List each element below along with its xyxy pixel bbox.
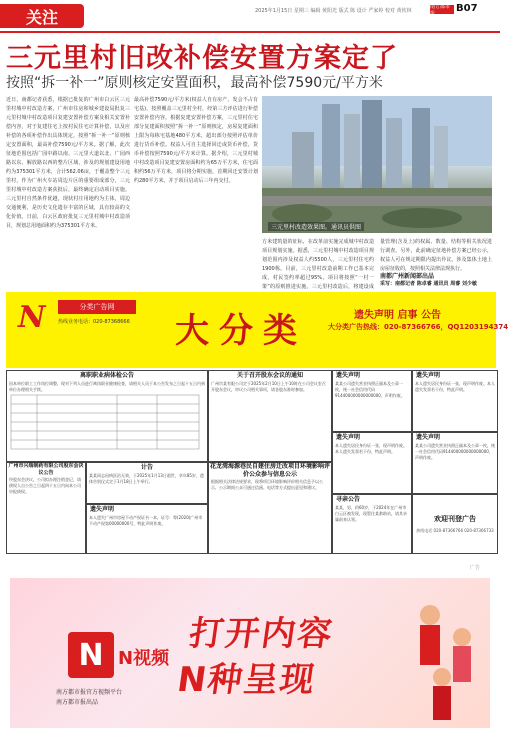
notice-title: 遗失声明 bbox=[336, 434, 361, 441]
page-number: B07 bbox=[456, 3, 478, 14]
headline: 三元里村旧改补偿安置方案定了 bbox=[6, 43, 398, 73]
notice-text: 广州市某有限公司定于2025年2月10日上午10时在公司会议室召开股东会议，审议公司相关事项，请各股东准时参加。 bbox=[211, 381, 326, 392]
ad-headline-1: 打开内容 bbox=[186, 614, 337, 654]
notice-box-lost-5 bbox=[412, 432, 498, 494]
photo-caption: 三元里村改造效果图。通讯员供图 bbox=[268, 222, 364, 231]
notice-box-seek-family bbox=[332, 494, 412, 554]
classifieds-right-phone: 大分类广告热线：020-87366766，QQ1203194374 bbox=[328, 323, 508, 331]
nvideo-logo-icon: N bbox=[68, 632, 114, 678]
notice-title: 离职职业病体检公告 bbox=[79, 372, 134, 379]
welcome-text: 欢迎刊登广告 bbox=[434, 515, 476, 523]
classifieds-right-title: 遗失声明 启事 公告 bbox=[354, 310, 441, 321]
people-illustration bbox=[400, 585, 490, 725]
notice-text: 本人遗失居民身份证一张，现声明作废。本人遗失发票若干份，特此声明。 bbox=[335, 443, 407, 454]
notice-box-pharma bbox=[6, 462, 86, 554]
notice-box-lost-2 bbox=[332, 370, 412, 432]
classifieds-title: 大分类 bbox=[175, 311, 307, 351]
article-column-2: 最高补偿7590元/平方米(权益人自有房产，发会不占有宅基)，按照覆盖三元里村全村，经第三方评估进行补偿安置补偿内容。根据复建安置补偿方案，三元里村住宅部分复建面积按照“拆一补一”原则核定，房屋复建面积上限为每栋宅基地480平方米，超出部分按照评估单价进行货币补偿。权益人可自主选择回迁或货币补偿，货币补偿按照7590元/平方米计算。据介绍，三元里村城中村改造项目复建安置房面积约为65万平方米，住宅面积约56万平方米，项目将分期实施，首期回迁安置计划约280平方米，并于项目启动后三年内交付。 bbox=[134, 97, 258, 184]
byline-reporters: 采写：南都记者 陈卓睿 通讯员 周睿 刘少敏 bbox=[380, 281, 477, 287]
notice-title: 遗失声明 bbox=[416, 372, 441, 379]
notice-title: 花龙湾海源巷民自建住房迁改项目环境影响评价公众参与信息公示 bbox=[209, 463, 330, 478]
classifieds-hotline: 热线业务电话：020-87368666 bbox=[58, 319, 130, 325]
notice-text: 某某，男，约60岁，于2024年在广州市白云区被发现，现暂住某救助站，请其亲属前来认领。 bbox=[335, 505, 407, 522]
notice-box-shareholders bbox=[208, 370, 332, 462]
article-column-4: 量管理(含及上)的权属、数量、结构等相关状况进行调查。另外，此前确定征地补偿方案已经公示，权益人可在规定期限内提出异议。涉及集体土地上房屋征收的，按照相关法律法规执行。 bbox=[380, 239, 492, 272]
notice-text: 某某公司遗失营业执照正副本及公章一枚，统一社会信用代码914400000000000000，声明作废。 bbox=[415, 443, 495, 460]
notice-text: 某某公司遗失营业执照正副本及公章一枚，统一社会信用代码914400000000000000，声明作废。 bbox=[335, 381, 405, 398]
subheadline: 按照“拆一补一”原则核定安置面积，最高补偿7590元/平方米 bbox=[6, 75, 383, 91]
notice-box-environment bbox=[208, 462, 332, 554]
ad-note-2: 南方都市报出品 bbox=[56, 699, 99, 706]
notice-title: 广州市兴瑞制药有限公司股东会决议公告 bbox=[8, 463, 84, 476]
ad-label: 广告 bbox=[470, 565, 481, 571]
notice-text: 经股东会决议，公司拟办理注销登记，请债权人自公告之日起四十五日内向本公司申报债权。 bbox=[9, 477, 81, 494]
page-meta: 2025年1月15日 星期三 编辑 黄阳光 版式 陈 设计 严家婷 校对 黄钦林 bbox=[255, 8, 412, 14]
notice-title: 遗失声明 bbox=[90, 506, 115, 513]
building-rendering-image bbox=[262, 96, 492, 233]
notice-text: 因本单位职工工作岗位调整，现对下列人员进行离岗职业健康检查，请相关人员于本公告发布之日起十五日内到单位办理相关手续。 bbox=[9, 381, 205, 392]
notice-text: 本人遗失居民身份证一张，现声明作废。本人遗失发票若干份，特此声明。 bbox=[415, 381, 495, 392]
ad-note-1: 南方都市报官方视频平台 bbox=[56, 689, 123, 696]
notice-box-lost-4 bbox=[332, 432, 412, 494]
notice-title: 寻亲公告 bbox=[336, 496, 361, 503]
notice-box-obituary bbox=[86, 462, 208, 504]
article-column-1: 近日，南都记者获悉，根据已批复的广州市白云区三元里村城中村改造方案，广州市住房和城乡建设局批复三元里村城中村改造项目复建安置补偿方案及相关安置补偿内容，对于复建住宅上按村民住宅计算补偿，以及应补偿的各项补偿作出具体规定，按照“拆一补一”原则核定安置面积，最高补偿7590元/平方米。据了解，此次征地范围包括广园中路以南、三元里大道以北、广园西路以东、解放路以西的整片区域，涉及的规划建设用地约为375301平方米，合计562.06亩，于覆盖整个三元里村，作为广州火车站周边片区的重要组成部分，三元里村城中村改造方案获批后，最终确定启动项目实施。三元里村自然条件优越，现状村庄用地约为主体，周边交通便利，是历史文化遗存丰富的区域，具有较高的文化价值。日前，白云区政府批复三元里村城中村改造项目，规划总用地面积约为375301平方米。 bbox=[6, 97, 130, 229]
notice-box-occupational bbox=[6, 370, 208, 462]
notice-title: 计告 bbox=[140, 464, 153, 471]
notice-title: 关于召开股东会议的通知 bbox=[236, 372, 303, 379]
advertise-welcome-box bbox=[412, 494, 498, 554]
notice-title: 遗失声明 bbox=[336, 372, 361, 379]
notice-title: 遗失声明 bbox=[416, 434, 441, 441]
notice-text: 根据相关法律法规要求，现将项目环境影响评价相关信息予以公示，公示期间公众可通过信函、电话等方式提出意见和建议。 bbox=[211, 479, 323, 490]
article-column-3: 方米建筑量的征标，在改革前实施完成城中村改造项目规划实施。据悉，三元里村城中村改造项目规划范围内涉及权益人约5500人，三元里村住宅约1900栋。目前，三元里村改造前期工作已基本完成，村民签约率超过95%，项目将按照“一村一策”的原则推进实施。三元里村改造后，将建设成 bbox=[262, 239, 374, 290]
notice-text: 本人遗失广州市房屋不动产权证书一本，证号：粤(2020)广州市不动产权第00000000号，特此声明作废。 bbox=[89, 515, 203, 526]
header-rule bbox=[0, 31, 500, 33]
byline-department: 南都广州新闻部出品 bbox=[380, 273, 435, 280]
classifieds-logo-mark: N bbox=[18, 300, 46, 335]
ad-headline-2: N种呈现 bbox=[174, 660, 319, 700]
notice-text: 某某同志因病医治无效，于2025年1月13日逝世，享年85岁，遗体告别仪式定于1月18日上午举行。 bbox=[89, 473, 204, 484]
welcome-phone: 热线电话 020-87366766 020-87366733 bbox=[416, 528, 494, 533]
page-badge: 南方都市报 bbox=[430, 5, 454, 14]
article-photo bbox=[262, 96, 492, 233]
notice-box-lost-3 bbox=[412, 370, 498, 432]
classifieds-logo-text: 分类广告网 bbox=[58, 300, 136, 314]
notice-table bbox=[7, 393, 203, 453]
ad-brand: N视频 bbox=[118, 648, 170, 669]
notice-box-lost-1 bbox=[86, 504, 208, 554]
section-tag: 关注 bbox=[0, 4, 84, 28]
